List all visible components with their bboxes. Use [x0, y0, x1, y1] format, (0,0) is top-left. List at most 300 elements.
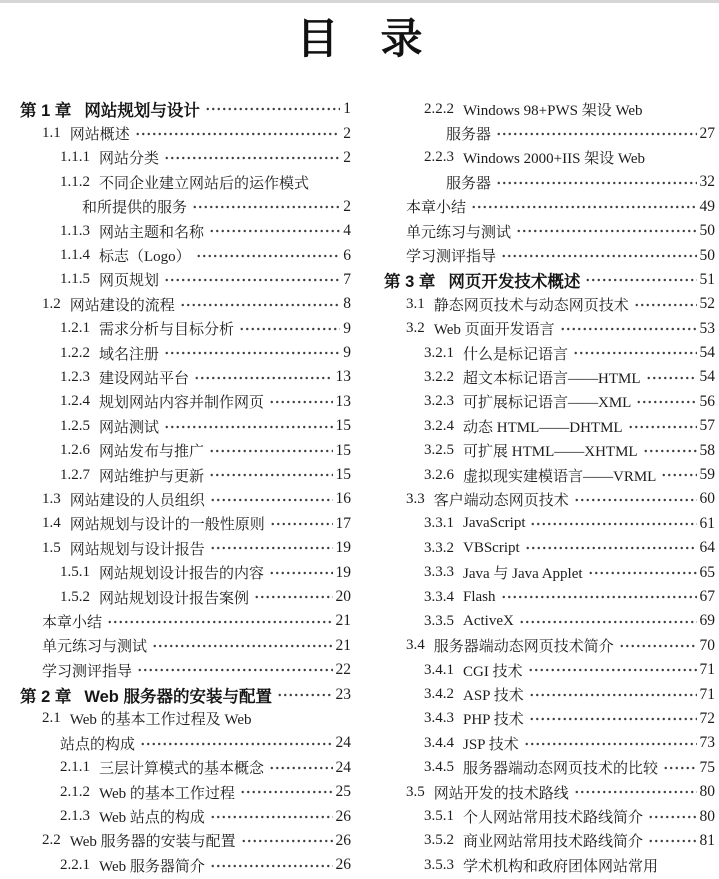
- toc-entry: [20, 707, 351, 731]
- page-number: 21: [335, 636, 351, 654]
- dotted-leader: [209, 219, 340, 243]
- page-number: 16: [335, 490, 351, 508]
- dotted-leader: [194, 365, 332, 389]
- entry-title: 网站规划与设计: [84, 102, 200, 121]
- entry-title: Web 站点的构成: [99, 810, 205, 827]
- page-number: 59: [699, 466, 715, 484]
- entry-number: 1.2.3: [60, 368, 90, 385]
- dotted-leader: [648, 829, 696, 853]
- page-number: 24: [335, 758, 351, 776]
- page-number: 2: [343, 148, 351, 166]
- dotted-leader: [560, 317, 697, 341]
- toc-entry: [384, 585, 715, 609]
- page-number: 26: [335, 856, 351, 874]
- entry-number: 2.1.3: [60, 808, 90, 825]
- page-number: 73: [699, 734, 715, 752]
- entry-title: 网站维护与更新: [99, 468, 205, 485]
- entry-number: 3.3.4: [424, 588, 454, 605]
- dotted-leader: [210, 853, 333, 877]
- toc-entry: [384, 219, 715, 243]
- page-number: 15: [335, 441, 351, 459]
- page-number: 15: [335, 417, 351, 435]
- entry-title: VBScript: [463, 539, 520, 556]
- entry-title: 服务器端动态网页技术的比较: [463, 761, 659, 778]
- toc-entry-continuation: [384, 121, 715, 145]
- entry-number: 3.5: [406, 783, 425, 800]
- dotted-leader: [240, 780, 333, 804]
- dotted-leader: [192, 195, 340, 219]
- entry-number: 第 2 章: [20, 687, 72, 706]
- toc-entry: [20, 170, 351, 194]
- entry-number: 第 1 章: [20, 102, 72, 121]
- toc-entry: [20, 853, 351, 877]
- entry-title: Flash: [463, 588, 496, 605]
- entry-title: Web 页面开发语言: [433, 322, 555, 339]
- entry-title: 单元练习与测试: [406, 224, 512, 241]
- entry-title: Java 与 Java Applet: [463, 566, 583, 583]
- entry-number: 1.2.5: [60, 417, 90, 434]
- toc-entry-continuation: [20, 731, 351, 755]
- page-number: 2: [343, 124, 351, 142]
- toc-entry: [384, 243, 715, 267]
- toc-column-right: [384, 97, 715, 878]
- entry-title: 网站规划与设计报告: [69, 541, 205, 558]
- toc-entry: [20, 219, 351, 243]
- dotted-leader: [152, 634, 332, 658]
- dotted-leader: [269, 390, 332, 414]
- page-number: 54: [699, 344, 715, 362]
- dotted-leader: [663, 756, 696, 780]
- entry-title: 单元练习与测试: [42, 639, 148, 656]
- toc-entry: [20, 463, 351, 487]
- dotted-leader: [209, 438, 332, 462]
- toc-entry: [384, 438, 715, 462]
- toc-entry: [20, 658, 351, 682]
- page-number: 2: [343, 197, 351, 215]
- toc-entry: [20, 585, 351, 609]
- dotted-leader: [496, 121, 696, 145]
- entry-number: 1.1.3: [60, 222, 90, 239]
- entry-number: 3.2.5: [424, 442, 454, 459]
- dotted-leader: [254, 585, 332, 609]
- entry-number: 2.2.2: [424, 100, 454, 117]
- entry-number: 2.1.1: [60, 759, 90, 776]
- entry-number: 1.2.7: [60, 466, 90, 483]
- page-number: 71: [699, 661, 715, 679]
- entry-title: ASP 技术: [463, 688, 524, 705]
- entry-title: Web 服务器简介: [99, 858, 205, 875]
- toc-entry: [384, 512, 715, 536]
- page-number: 50: [699, 246, 715, 264]
- page-number: 69: [699, 612, 715, 630]
- entry-title-continuation: 服务器: [446, 175, 492, 192]
- page-number: 49: [699, 197, 715, 215]
- dotted-leader: [196, 243, 341, 267]
- toc-entry: [384, 658, 715, 682]
- entry-title: 虚拟现实建模语言——VRML: [463, 468, 657, 485]
- entry-number: 3.3.5: [424, 612, 454, 629]
- page-number: 19: [335, 563, 351, 581]
- entry-number: 3.5.2: [424, 832, 454, 849]
- toc-entry: [20, 243, 351, 267]
- entry-title-continuation: 和所提供的服务: [82, 200, 188, 217]
- page-number: 58: [699, 441, 715, 459]
- top-edge-strip: [0, 0, 719, 3]
- page-number: 71: [699, 685, 715, 703]
- toc-entry: [20, 609, 351, 633]
- page-number: 80: [699, 807, 715, 825]
- page-number: 13: [335, 368, 351, 386]
- dotted-leader: [530, 512, 696, 536]
- toc-entry: [20, 780, 351, 804]
- dotted-leader: [107, 609, 332, 633]
- dotted-leader: [180, 292, 340, 316]
- entry-title-continuation: 站点的构成: [60, 736, 136, 753]
- dotted-leader: [496, 170, 696, 194]
- page-number: 60: [699, 490, 715, 508]
- page-number: 22: [335, 661, 351, 679]
- dotted-leader: [210, 804, 333, 828]
- dotted-leader: [619, 634, 697, 658]
- entry-title: 三层计算模式的基本概念: [99, 761, 265, 778]
- toc-entry: [20, 487, 351, 511]
- entry-title: 网站开发的技术路线: [433, 785, 569, 802]
- entry-title: Web 的基本工作过程及 Web: [69, 712, 252, 729]
- page-number: 15: [335, 466, 351, 484]
- entry-title: CGI 技术: [463, 663, 523, 680]
- toc-entry: [20, 97, 351, 121]
- entry-title: Web 的基本工作过程: [99, 785, 235, 802]
- entry-number: 2.1.2: [60, 783, 90, 800]
- dotted-leader: [573, 341, 696, 365]
- entry-number: 3.4.4: [424, 734, 454, 751]
- entry-number: 3.3.1: [424, 515, 454, 532]
- entry-title: 不同企业建立网站后的运作模式: [99, 175, 310, 192]
- entry-number: 2.1: [42, 710, 61, 727]
- toc-entry: [384, 829, 715, 853]
- entry-title: 什么是标记语言: [463, 346, 569, 363]
- page-number: 57: [699, 417, 715, 435]
- page-number: 9: [343, 319, 351, 337]
- toc-entry: [384, 463, 715, 487]
- entry-number: 1.5.2: [60, 588, 90, 605]
- entry-number: 3.2.4: [424, 417, 454, 434]
- page-number: 8: [343, 295, 351, 313]
- entry-title: 网页开发技术概述: [448, 272, 581, 291]
- entry-number: 3.2.1: [424, 344, 454, 361]
- dotted-leader: [164, 268, 340, 292]
- entry-number: 3.4.5: [424, 759, 454, 776]
- toc-entry: [384, 853, 715, 877]
- entry-title: 网站概述: [69, 127, 130, 144]
- entry-number: 3.3.3: [424, 564, 454, 581]
- entry-title: 建设网站平台: [99, 370, 190, 387]
- page-number: 27: [699, 124, 715, 142]
- page-number: 67: [699, 588, 715, 605]
- toc-entry: [384, 609, 715, 633]
- entry-number: 3.2: [406, 320, 425, 337]
- toc-entry-continuation: [20, 195, 351, 219]
- page-number: 32: [699, 173, 715, 191]
- entry-number: 3.4.2: [424, 686, 454, 703]
- toc-entry: [20, 365, 351, 389]
- page-number: 7: [343, 270, 351, 288]
- entry-title: Web 服务器的安装与配置: [69, 834, 236, 851]
- page-number: 75: [699, 758, 715, 776]
- entry-title: 域名注册: [99, 346, 160, 363]
- entry-number: 3.4: [406, 637, 425, 654]
- page-number: 56: [699, 392, 715, 410]
- dotted-leader: [164, 341, 340, 365]
- dotted-leader: [501, 243, 696, 267]
- entry-title: JavaScript: [463, 515, 526, 532]
- entry-title: 本章小结: [406, 200, 467, 217]
- entry-number: 3.3: [406, 490, 425, 507]
- dotted-leader: [210, 487, 333, 511]
- dotted-leader: [588, 560, 697, 584]
- entry-number: 1.2.1: [60, 320, 90, 337]
- toc-entry: [384, 707, 715, 731]
- page-number: 1: [343, 100, 351, 118]
- page-number: 23: [335, 685, 351, 703]
- entry-number: 3.1: [406, 295, 425, 312]
- toc-entry: [20, 317, 351, 341]
- toc-entry: [20, 341, 351, 365]
- dotted-leader: [205, 97, 340, 121]
- page-number: 13: [335, 392, 351, 410]
- entry-number: 3.3.2: [424, 539, 454, 556]
- entry-title: 网站发布与推广: [99, 444, 205, 461]
- entry-number: 3.2.6: [424, 466, 454, 483]
- entry-title: 网站规划与设计的一般性原则: [69, 517, 265, 534]
- entry-title: 可扩展标记语言——XML: [463, 395, 632, 412]
- dotted-leader: [529, 682, 697, 706]
- toc-entry: [20, 804, 351, 828]
- entry-title: 本章小结: [42, 614, 103, 631]
- entry-number: 1.2.4: [60, 393, 90, 410]
- entry-title: 商业网站常用技术路线简介: [463, 834, 644, 851]
- dotted-leader: [516, 219, 696, 243]
- dotted-leader: [519, 609, 697, 633]
- entry-title: 学习测评指导: [406, 249, 497, 266]
- entry-title-continuation: 服务器: [446, 127, 492, 144]
- dotted-leader: [164, 146, 340, 170]
- entry-title: 规划网站内容并制作网页: [99, 395, 265, 412]
- entry-title: 动态 HTML——DHTML: [463, 419, 623, 436]
- entry-number: 2.2.1: [60, 856, 90, 873]
- entry-title: 标志（Logo）: [99, 249, 191, 266]
- toc-entry: [384, 731, 715, 755]
- toc-entry: [384, 634, 715, 658]
- dotted-leader: [137, 658, 332, 682]
- page-number: 26: [335, 831, 351, 849]
- page-number: 61: [699, 514, 715, 532]
- dotted-leader: [661, 463, 696, 487]
- entry-number: 3.2.3: [424, 393, 454, 410]
- entry-number: 3.4.1: [424, 661, 454, 678]
- page-number: 9: [343, 344, 351, 362]
- entry-title: 学习测评指导: [42, 663, 133, 680]
- dotted-leader: [648, 804, 696, 828]
- toc-entry: [20, 268, 351, 292]
- toc-entry: [384, 365, 715, 389]
- entry-title: 个人网站常用技术路线简介: [463, 810, 644, 827]
- page-number: 53: [699, 319, 715, 337]
- entry-title: 服务器端动态网页技术简介: [433, 639, 614, 656]
- toc-entry: [20, 536, 351, 560]
- entry-title: 网站建设的人员组织: [69, 492, 205, 509]
- entry-number: 1.3: [42, 490, 61, 507]
- toc-entry: [384, 414, 715, 438]
- page-number: 51: [699, 270, 715, 288]
- toc-entry: [384, 341, 715, 365]
- toc-column-left: [20, 97, 351, 878]
- toc-entry: [384, 682, 715, 706]
- entry-title: ActiveX: [463, 612, 514, 629]
- page-number: 26: [335, 807, 351, 825]
- page-number: 70: [699, 636, 715, 654]
- page-number: 21: [335, 612, 351, 630]
- entry-number: 1.1.1: [60, 149, 90, 166]
- entry-number: 1.2.6: [60, 442, 90, 459]
- page-number: 65: [699, 563, 715, 581]
- dotted-leader: [210, 536, 333, 560]
- toc-entry: [384, 146, 715, 170]
- page-number: 25: [335, 783, 351, 801]
- dotted-leader: [269, 756, 332, 780]
- dotted-leader: [209, 463, 332, 487]
- entry-title: 网站规划设计报告的内容: [99, 566, 265, 583]
- entry-number: 2.2: [42, 832, 61, 849]
- dotted-leader: [574, 487, 697, 511]
- dotted-leader: [241, 829, 333, 853]
- entry-title: 超文本标记语言——HTML: [463, 370, 641, 387]
- dotted-leader: [270, 512, 333, 536]
- dotted-leader: [277, 682, 333, 706]
- dotted-leader: [643, 438, 697, 462]
- toc-entry: [20, 292, 351, 316]
- toc-entry: [20, 560, 351, 584]
- toc-entry-continuation: [384, 170, 715, 194]
- page-number: 19: [335, 539, 351, 557]
- dotted-leader: [471, 195, 696, 219]
- entry-number: 3.2.2: [424, 368, 454, 385]
- toc-entry: [20, 438, 351, 462]
- dotted-leader: [140, 731, 332, 755]
- page-number: 50: [699, 222, 715, 240]
- page-number: 20: [335, 588, 351, 605]
- entry-title: Windows 98+PWS 架设 Web: [463, 102, 643, 119]
- dotted-leader: [525, 536, 697, 560]
- entry-number: 第 3 章: [384, 272, 436, 291]
- entry-number: 3.4.3: [424, 710, 454, 727]
- entry-number: 1.2: [42, 295, 61, 312]
- entry-number: 1.2.2: [60, 344, 90, 361]
- entry-title: Windows 2000+IIS 架设 Web: [463, 151, 646, 168]
- dotted-leader: [529, 707, 697, 731]
- toc-entry: [384, 317, 715, 341]
- entry-number: 1.5.1: [60, 564, 90, 581]
- entry-title: 学术机构和政府团体网站常用: [463, 858, 659, 875]
- dotted-leader: [164, 414, 332, 438]
- entry-title: 需求分析与目标分析: [99, 322, 235, 339]
- toc-entry: [384, 780, 715, 804]
- dotted-leader: [239, 317, 340, 341]
- toc-entry: [384, 292, 715, 316]
- toc-entry: [20, 414, 351, 438]
- page-number: 72: [699, 709, 715, 727]
- dotted-leader: [634, 292, 697, 316]
- entry-title: 客户端动态网页技术: [433, 492, 569, 509]
- toc-entry: [384, 97, 715, 121]
- page-number: 17: [335, 514, 351, 532]
- entry-number: 1.4: [42, 515, 61, 532]
- toc-entry: [20, 512, 351, 536]
- dotted-leader: [135, 121, 340, 145]
- entry-title: 网站建设的流程: [69, 297, 175, 314]
- toc-entry: [384, 560, 715, 584]
- entry-number: 2.2.3: [424, 149, 454, 166]
- page-number: 6: [343, 246, 351, 264]
- toc-entry: [20, 121, 351, 145]
- dotted-leader: [269, 560, 332, 584]
- page-number: 81: [699, 831, 715, 849]
- entry-number: 1.1.2: [60, 173, 90, 190]
- dotted-leader: [646, 365, 697, 389]
- entry-title: 网页规划: [99, 273, 160, 290]
- dotted-leader: [585, 268, 696, 292]
- toc-entry: [384, 195, 715, 219]
- toc-entry: [20, 146, 351, 170]
- dotted-leader: [528, 658, 697, 682]
- entry-title: 可扩展 HTML——XHTML: [463, 444, 638, 461]
- page-number: 52: [699, 295, 715, 313]
- toc-entry: [384, 804, 715, 828]
- entry-title: 静态网页技术与动态网页技术: [433, 297, 629, 314]
- page-number: 4: [343, 222, 351, 240]
- toc-entry: [384, 390, 715, 414]
- entry-title: Web 服务器的安装与配置: [84, 687, 272, 706]
- toc-entry: [20, 390, 351, 414]
- entry-number: 1.1.5: [60, 271, 90, 288]
- toc-entry: [384, 756, 715, 780]
- entry-number: 3.5.1: [424, 808, 454, 825]
- toc-entry: [384, 268, 715, 292]
- dotted-leader: [524, 731, 697, 755]
- page-number: 24: [335, 734, 351, 752]
- entry-number: 1.5: [42, 539, 61, 556]
- page-number: 80: [699, 783, 715, 801]
- toc-entry: [384, 536, 715, 560]
- toc-entry: [20, 756, 351, 780]
- page-number: 54: [699, 368, 715, 386]
- entry-number: 1.1: [42, 125, 61, 142]
- toc-entry: [20, 634, 351, 658]
- entry-title: 网站分类: [99, 151, 160, 168]
- entry-title: 网站规划设计报告案例: [99, 590, 250, 607]
- dotted-leader: [501, 585, 697, 609]
- page-number: 64: [699, 539, 715, 557]
- entry-title: 网站测试: [99, 419, 160, 436]
- dotted-leader: [628, 414, 697, 438]
- entry-title: JSP 技术: [463, 736, 519, 753]
- entry-title: 网站主题和名称: [99, 224, 205, 241]
- toc-entry: [20, 829, 351, 853]
- entry-number: 1.1.4: [60, 247, 90, 264]
- toc-entry: [20, 682, 351, 706]
- page-title: 目 录: [296, 17, 423, 63]
- entry-number: 3.5.3: [424, 856, 454, 873]
